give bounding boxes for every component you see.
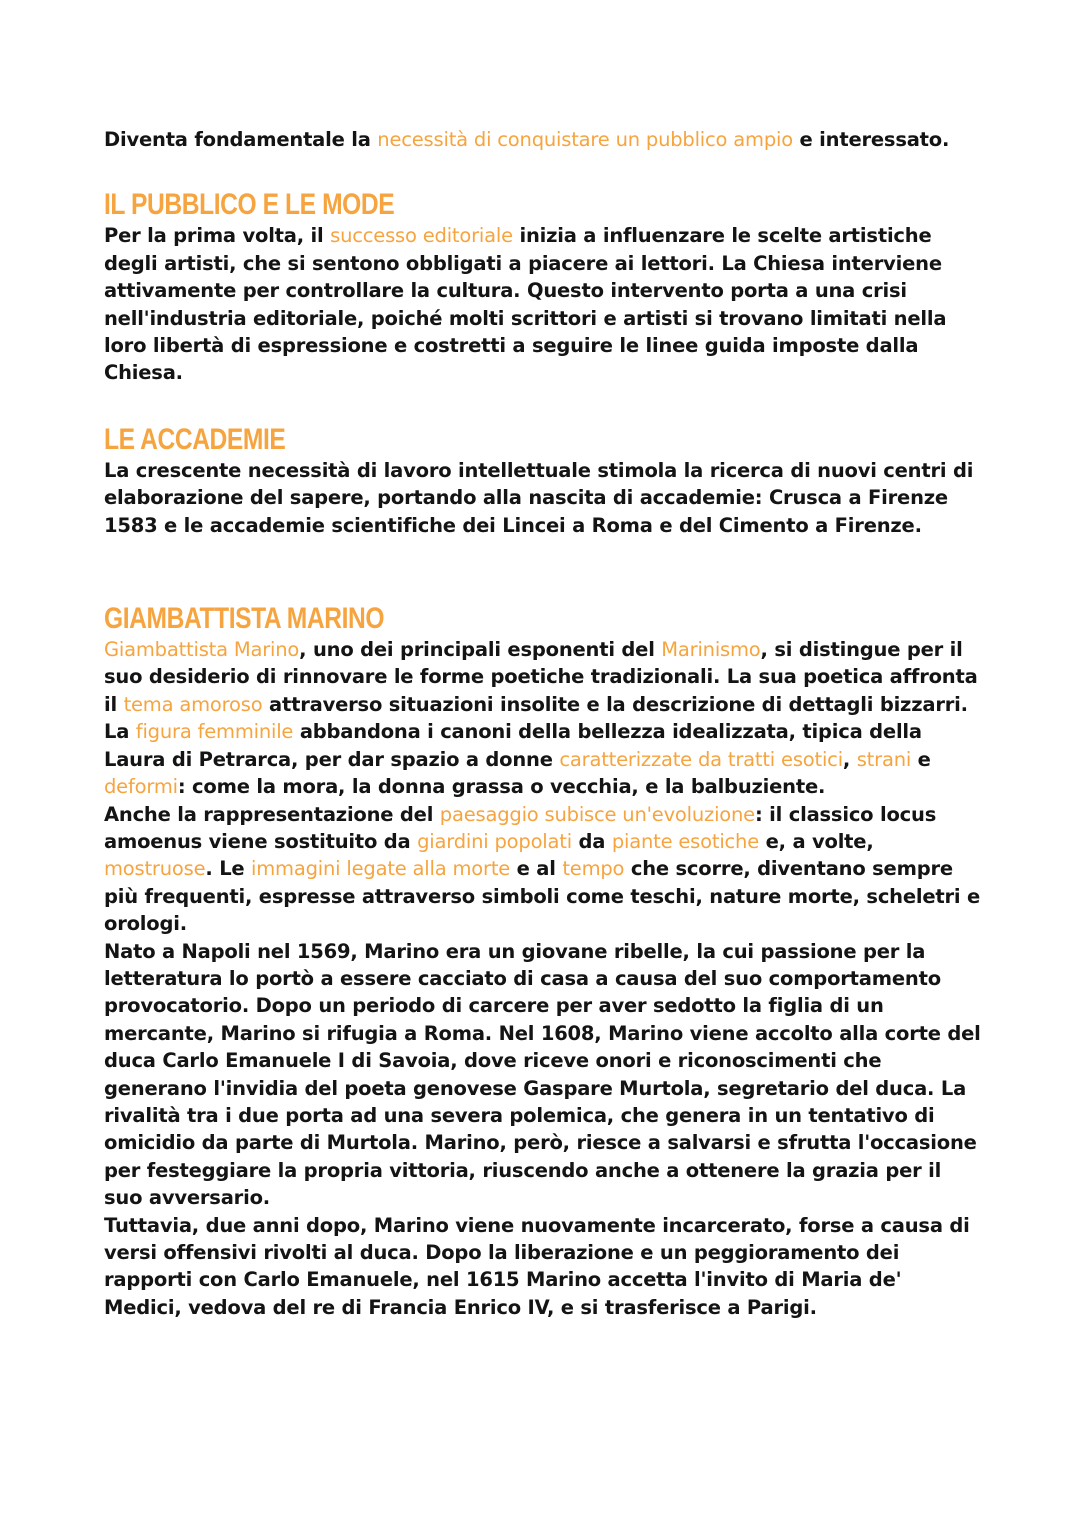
body-text: inizia a influenzare le scelte artistiche degli artisti, che si sentono obbligati a piacere ai lettori. La Chiesa interviene attivamente per controllare la cultura. Questo intervento porta a una crisi nell'industria editoriale, poiché molti scrittori e artisti si trovano limitati nella loro libertà di espressione e costretti a seguire le linee guida imposte dalla Chiesa. <box>104 224 947 385</box>
body-text: , <box>842 747 857 771</box>
body-text: e <box>911 747 931 771</box>
body-text: Nato a Napoli nel 1569, Marino era un giovane ribelle, la cui passione per la letteratura lo portò a essere cacciato di casa a causa del suo comportamento provocatorio. Dopo un periodo di carcere per aver sedotto la figlia di un mercante, Marino si rifugia a Roma. Nel 1608, Marino viene accolto alla corte del duca Carlo Emanuele I di Savoia, dove riceve onori e riconoscimenti che generano l'invidia del poeta genovese Gaspare Murtola, segretario del duca. La rivalità tra i due porta ad una severa polemica, che genera in un tentativo di omicidio da parte di Murtola. Marino, però, riesce a salvarsi e sfrutta l'occasione per festeggiare la propria vittoria, riuscendo anche a ottenere la grazia per il suo avversario. <box>104 939 981 1210</box>
body-text: e al <box>510 857 563 881</box>
section-paragraph <box>104 222 984 386</box>
section-title: LE ACCADEMIE <box>104 422 286 456</box>
highlighted-text: giardini popolati <box>417 829 572 853</box>
highlighted-text: paesaggio subisce un'evoluzione <box>439 802 755 826</box>
highlighted-text: immagini legate alla morte <box>251 857 511 881</box>
section-title: GIAMBATTISTA MARINO <box>104 602 385 636</box>
body-text: Diventa fondamentale la <box>104 128 378 151</box>
body-text: : come la mora, la donna grassa o vecchia, e la balbuziente. <box>177 775 826 799</box>
highlighted-text: necessità di conquistare un pubblico ampio <box>377 128 793 151</box>
body-text: che scorre, diventano sempre più frequenti, espresse attraverso simboli come teschi, nature morte, scheletri e orologi. <box>104 857 981 936</box>
body-text: Per la prima volta, il <box>104 224 331 248</box>
section-paragraph <box>104 636 984 1321</box>
highlighted-text: mostruose <box>104 857 206 881</box>
highlighted-text: deformi <box>104 775 178 799</box>
intro-paragraph <box>104 126 984 153</box>
body-text: , si distingue per il suo desiderio di rinnovare le forme poetiche tradizionali. La sua poetica affronta il <box>104 638 978 716</box>
body-text: da <box>571 829 612 853</box>
highlighted-text: tema amoroso <box>123 692 263 716</box>
body-text: e, a volte, <box>759 829 874 853</box>
highlighted-text: piante esotiche <box>611 829 760 853</box>
body-text: Anche la rappresentazione del <box>104 802 440 826</box>
highlighted-text: tempo <box>562 857 625 881</box>
section-title: IL PUBBLICO E LE MODE <box>104 188 395 222</box>
section-paragraph <box>104 457 984 539</box>
body-text: La crescente necessità di lavoro intellettuale stimola la ricerca di nuovi centri di elaborazione del sapere, portando alla nascita di accademie: Crusca a Firenze 1583 e le accademie scientifiche dei Lincei a Roma e del Cimento a Firenze. <box>104 458 974 537</box>
body-text: attraverso situazioni insolite e la descrizione di dettagli bizzarri. La <box>104 692 968 744</box>
highlighted-text: Giambattista Marino <box>104 638 300 662</box>
section-pubblico <box>104 188 984 386</box>
highlighted-text: successo editoriale <box>330 224 513 248</box>
body-text: . Le <box>205 857 252 881</box>
highlighted-text: Marinismo <box>661 638 761 662</box>
highlighted-text: caratterizzate da tratti esotici <box>559 747 843 771</box>
highlighted-text: strani <box>856 747 912 771</box>
body-text: e interessato. <box>792 128 950 151</box>
document-page <box>104 126 984 1321</box>
section-marino <box>104 602 984 1321</box>
body-text: , uno dei principali esponenti del <box>299 638 662 662</box>
body-text: : il classico locus amoenus viene sostituito da <box>104 802 937 853</box>
body-text: Tuttavia, due anni dopo, Marino viene nuovamente incarcerato, forse a causa di versi offensivi rivolti al duca. Dopo la liberazione e un peggioramento dei rapporti con Carlo Emanuele, nel 1615 Marino accetta l'invito di Maria de' Medici, vedova del re di Francia Enrico IV, e si trasferisce a Parigi. <box>104 1213 970 1319</box>
section-accademie <box>104 423 984 539</box>
highlighted-text: figura femminile <box>135 720 294 744</box>
body-text: abbandona i canoni della bellezza idealizzata, tipica della Laura di Petrarca, per dar spazio a donne <box>104 720 922 771</box>
